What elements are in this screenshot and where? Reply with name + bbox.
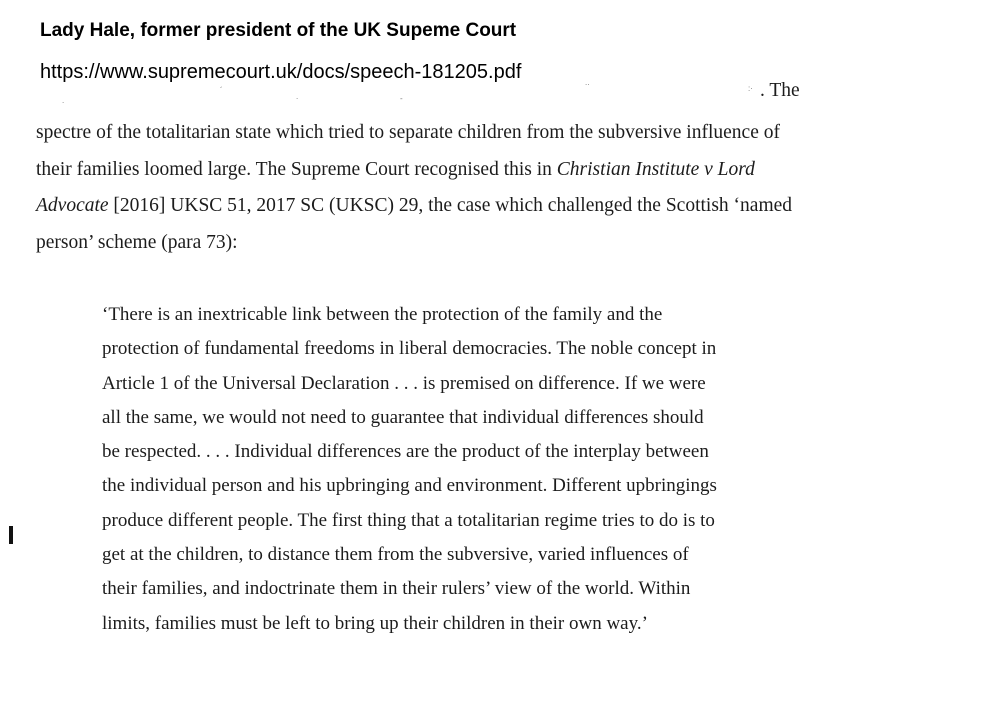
quote-line: limits, families must be left to bring up their children in their own way.’ bbox=[102, 612, 648, 634]
case-citation: Advocate bbox=[36, 195, 109, 216]
paragraph-line bbox=[36, 152, 792, 189]
paragraph-line bbox=[36, 188, 792, 225]
quote-line: be respected. . . . Individual differences are the product of the interplay between bbox=[102, 441, 709, 463]
quote-line: their families, and indoctrinate them in their rulers’ view of the world. Within bbox=[102, 578, 691, 600]
paragraph-line: spectre of the totalitarian state which tried to separate children from the subversive influence of bbox=[36, 122, 780, 143]
paragraph-tail: . The bbox=[760, 80, 800, 101]
scan-speck: . bbox=[62, 96, 65, 105]
scan-speck: :· bbox=[748, 84, 753, 93]
quote-line: ‘There is an inextricable link between the protection of the family and the bbox=[102, 304, 663, 325]
quote-line: protection of fundamental freedoms in liberal democracies. The noble concept in bbox=[102, 338, 717, 360]
block-quote bbox=[102, 298, 717, 641]
scan-speck: - bbox=[400, 94, 403, 103]
quote-line: get at the children, to distance them from the subversive, varied influences of bbox=[102, 544, 689, 566]
scan-speck: ´ bbox=[220, 86, 223, 95]
case-citation: Christian Institute v Lord bbox=[556, 158, 755, 180]
quote-line: Article 1 of the Universal Declaration . . . is premised on difference. If we were bbox=[102, 372, 706, 394]
quote-line: all the same, we would not need to guarantee that individual differences should bbox=[102, 406, 704, 428]
intro-paragraph bbox=[36, 115, 792, 261]
paragraph-text: their families loomed large. The Supreme Court recognised this in bbox=[36, 158, 557, 180]
scan-speck: . bbox=[296, 92, 299, 101]
document-title: Lady Hale, former president of the UK Supeme Court bbox=[40, 20, 517, 41]
source-url: https://www.supremecourt.uk/docs/speech-181205.pdf bbox=[40, 61, 522, 83]
text-cursor-icon bbox=[9, 526, 13, 544]
paragraph-line: person’ scheme (para 73): bbox=[36, 231, 238, 253]
scan-speck: .. bbox=[585, 78, 590, 87]
quote-line: the individual person and his upbringing and environment. Different upbringings bbox=[102, 475, 717, 497]
quote-line: produce different people. The first thing that a totalitarian regime tries to do is to bbox=[102, 509, 715, 531]
paragraph-text: [2016] UKSC 51, 2017 SC (UKSC) 29, the case which challenged the Scottish ‘named bbox=[108, 195, 793, 216]
